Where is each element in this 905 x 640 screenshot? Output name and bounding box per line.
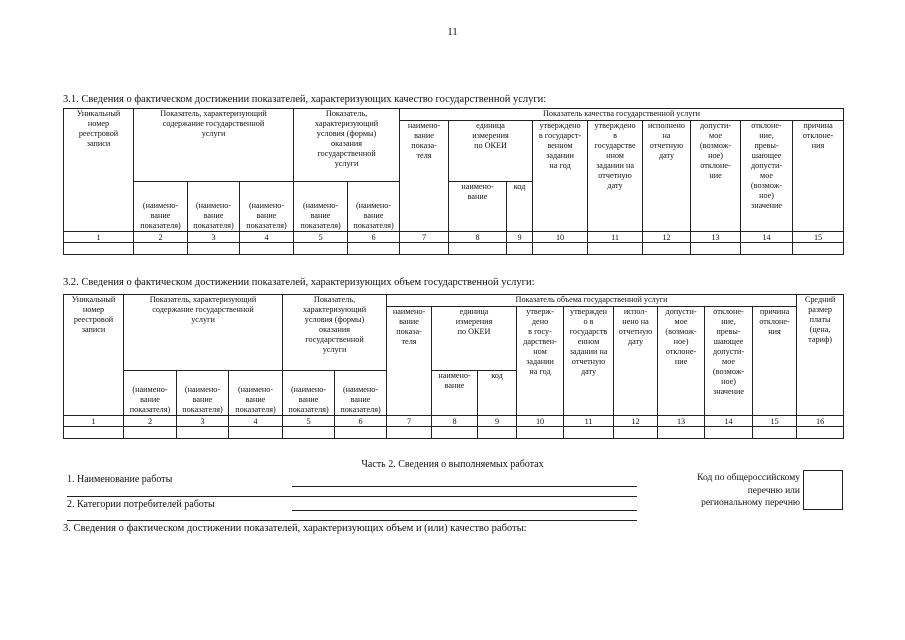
cell[interactable] (793, 243, 844, 255)
col-indicator-name: наимено- вание показа- теля (400, 121, 449, 232)
col-reason: причина отклоне- ния (753, 307, 797, 416)
col-approved-year: утверждено в государст- венном задании на год (533, 121, 588, 232)
col-content-3: (наимено- вание показателя) (240, 182, 294, 232)
col-number: 3 (188, 232, 240, 243)
col-number: 1 (64, 232, 134, 243)
cell[interactable] (348, 243, 400, 255)
col-unit-name: наимено- вание (432, 371, 478, 416)
separator-line (67, 496, 637, 497)
col-fee: Средний размер платы (цена, тариф) (797, 295, 844, 416)
col-number: 4 (229, 416, 283, 427)
col-content-1: (наимено- вание показателя) (134, 182, 188, 232)
col-reason: причина отклоне- ния (793, 121, 844, 232)
col-approved-date: утвержден о в государств енном задании на отчетную дату (564, 307, 614, 416)
section-3-title: 3. Сведения о фактическом достижении показателей, характеризующих объем и (или) качество работы: (63, 523, 527, 534)
col-number: 5 (294, 232, 348, 243)
cell[interactable] (797, 427, 844, 439)
col-number: 5 (283, 416, 335, 427)
col-number: 9 (478, 416, 517, 427)
part-2-title: Часть 2. Сведения о выполняемых работах (361, 459, 544, 470)
cell[interactable] (614, 427, 658, 439)
col-number: 10 (533, 232, 588, 243)
col-number: 13 (691, 232, 741, 243)
cell[interactable] (643, 243, 691, 255)
cell[interactable] (741, 243, 793, 255)
section-3-1-title: 3.1. Сведения о фактическом достижении показателей, характеризующих качество государственной услуги: (63, 94, 547, 105)
col-approved-date: утверждено в государстве нном задании на отчетную дату (588, 121, 643, 232)
col-conditions-group: Показатель, характеризующий условия (формы) оказания государственной услуги (283, 295, 387, 371)
col-number: 2 (124, 416, 177, 427)
column-numbers-row (64, 232, 844, 243)
col-unit-group: единица измерения по ОКЕИ (432, 307, 517, 371)
col-number: 14 (741, 232, 793, 243)
col-number: 12 (643, 232, 691, 243)
col-number: 6 (335, 416, 387, 427)
cell[interactable] (658, 427, 705, 439)
col-exceed: отклоне- ние, превы- шающее допусти- мое (возмож- ное) значение (741, 121, 793, 232)
col-volume-group: Показатель объема государственной услуги (387, 295, 797, 307)
cell[interactable] (134, 243, 188, 255)
cell[interactable] (240, 243, 294, 255)
col-approved-year: утверж- дено в госу- дарствен- ном задании на год (517, 307, 564, 416)
col-conditions-2: (наимено- вание показателя) (335, 371, 387, 416)
quality-table (63, 108, 844, 255)
col-number: 15 (753, 416, 797, 427)
cell[interactable] (124, 427, 177, 439)
col-number: 9 (507, 232, 533, 243)
section-3-2-title: 3.2. Сведения о фактическом достижении показателей, характеризующих объем государственной услуги: (63, 277, 535, 288)
empty-data-row (64, 427, 844, 439)
cell[interactable] (64, 427, 124, 439)
col-number: 11 (564, 416, 614, 427)
col-registry: Уникальный номер реестровой записи (64, 109, 134, 232)
col-allowed: допусти- мое (возмож- ное) отклоне- ние (691, 121, 741, 232)
col-conditions-2: (наимено- вание показателя) (348, 182, 400, 232)
cell[interactable] (449, 243, 507, 255)
col-content-3: (наимено- вание показателя) (229, 371, 283, 416)
cell[interactable] (64, 243, 134, 255)
cell[interactable] (177, 427, 229, 439)
cell[interactable] (229, 427, 283, 439)
col-number: 4 (240, 232, 294, 243)
col-number: 3 (177, 416, 229, 427)
col-indicator-name: наимено- вание показа- теля (387, 307, 432, 416)
cell[interactable] (753, 427, 797, 439)
col-number: 14 (705, 416, 753, 427)
cell[interactable] (705, 427, 753, 439)
cell[interactable] (564, 427, 614, 439)
col-number: 10 (517, 416, 564, 427)
work-name-label: 1. Наименование работы (67, 474, 173, 485)
col-conditions-1: (наимено- вание показателя) (294, 182, 348, 232)
cell[interactable] (507, 243, 533, 255)
col-registry: Уникальный номер реестровой записи (64, 295, 124, 416)
page-number: 11 (447, 26, 458, 38)
col-number: 16 (797, 416, 844, 427)
column-numbers-row (64, 416, 844, 427)
col-unit-group: единица измерения по ОКЕИ (449, 121, 533, 182)
col-content-2: (наимено- вание показателя) (188, 182, 240, 232)
col-number: 6 (348, 232, 400, 243)
work-name-line[interactable] (292, 486, 637, 487)
col-number: 2 (134, 232, 188, 243)
col-unit-name: наимено- вание (449, 182, 507, 232)
cell[interactable] (517, 427, 564, 439)
col-number: 15 (793, 232, 844, 243)
col-number: 12 (614, 416, 658, 427)
col-content-group: Показатель, характеризующий содержание государственной услуги (124, 295, 283, 371)
col-number: 8 (449, 232, 507, 243)
col-conditions-group: Показатель, характеризующий условия (формы) оказания государственной услуги (294, 109, 400, 182)
col-unit-code: код (507, 182, 533, 232)
cell[interactable] (283, 427, 335, 439)
col-number: 8 (432, 416, 478, 427)
volume-table (63, 294, 844, 439)
col-number: 11 (588, 232, 643, 243)
col-number: 1 (64, 416, 124, 427)
col-number: 7 (387, 416, 432, 427)
registry-code-label: Код по общероссийскому перечню или региональному перечню (697, 473, 800, 509)
col-content-group: Показатель, характеризующий содержание государственной услуги (134, 109, 294, 182)
col-conditions-1: (наимено- вание показателя) (283, 371, 335, 416)
registry-code-box[interactable] (803, 470, 843, 510)
col-content-2: (наимено- вание показателя) (177, 371, 229, 416)
consumers-label: 2. Категории потребителей работы (67, 499, 215, 510)
separator-line (67, 520, 637, 521)
cell[interactable] (188, 243, 240, 255)
cell[interactable] (533, 243, 588, 255)
col-content-1: (наимено- вание показателя) (124, 371, 177, 416)
consumers-line[interactable] (292, 510, 637, 511)
empty-data-row (64, 243, 844, 255)
col-number: 13 (658, 416, 705, 427)
col-done: исполнено на отчетную дату (643, 121, 691, 232)
col-quality-group: Показатель качества государственной услуги (400, 109, 844, 121)
cell[interactable] (387, 427, 432, 439)
col-unit-code: код (478, 371, 517, 416)
col-number: 7 (400, 232, 449, 243)
col-done: испол- нено на отчетную дату (614, 307, 658, 416)
col-allowed: допусти- мое (возмож- ное) отклоне- ние (658, 307, 705, 416)
cell[interactable] (432, 427, 478, 439)
cell[interactable] (588, 243, 643, 255)
cell[interactable] (335, 427, 387, 439)
cell[interactable] (691, 243, 741, 255)
col-exceed: отклоне- ние, превы- шающее допусти- мое (возмож- ное) значение (705, 307, 753, 416)
cell[interactable] (294, 243, 348, 255)
cell[interactable] (400, 243, 449, 255)
cell[interactable] (478, 427, 517, 439)
